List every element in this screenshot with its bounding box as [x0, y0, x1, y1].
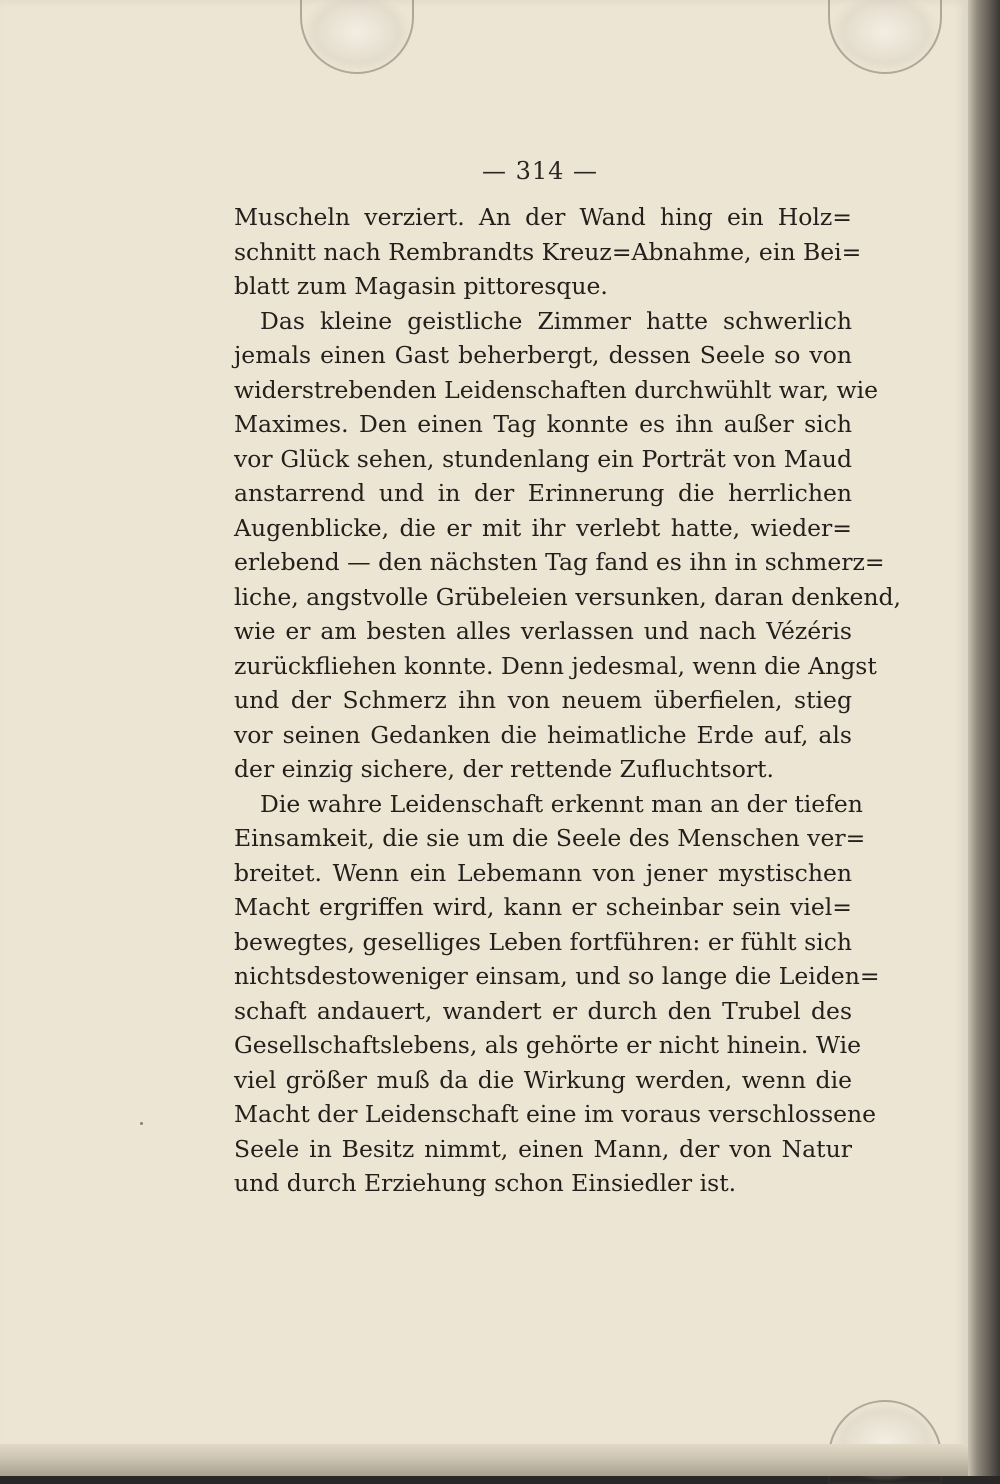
- text-line: jemals einen Gast beherbergt, dessen Seele so von: [234, 341, 852, 369]
- text-line: und der Schmerz ihn von neuem überfielen, stieg: [234, 686, 852, 714]
- text-line: vor seinen Gedanken die heimatliche Erde auf, als: [234, 720, 852, 749]
- text-line: anstarrend und in der Erinnerung die herrlichen: [234, 479, 852, 507]
- text-line: Seele in Besitz nimmt, einen Mann, der von Natur: [234, 1134, 852, 1163]
- text-line: schnitt nach Rembrandts Kreuz=Abnahme, ein Bei=: [234, 237, 862, 266]
- text-line: Einsamkeit, die sie um die Seele des Menschen ver=: [234, 824, 866, 852]
- text-line: wie er am besten alles verlassen und nach Vézéris: [234, 617, 852, 645]
- text-line: widerstrebenden Leidenschaften durchwühlt war, wie: [234, 375, 879, 404]
- paper-speck: [140, 1122, 143, 1125]
- text-line: vor Glück sehen, stundenlang ein Porträt von Maud: [234, 444, 852, 473]
- text-line: Macht ergriffen wird, kann er scheinbar sein viel=: [234, 893, 852, 921]
- text-line: nichtsdestoweniger einsam, und so lange die Leiden=: [234, 962, 880, 990]
- text-line: zurückfliehen konnte. Denn jedesmal, wenn die Angst: [234, 651, 877, 680]
- page-stack-bottom-edge: [0, 1444, 968, 1476]
- text-line: Gesellschaftslebens, als gehörte er nicht hinein. Wie: [234, 1031, 862, 1059]
- page-number: — 314 —: [481, 157, 599, 185]
- text-line: bewegtes, geselliges Leben fortführen: er fühlt sich: [234, 927, 852, 956]
- text-line: liche, angstvolle Grübeleien versunken, daran denkend,: [234, 582, 901, 611]
- text-line: blatt zum Magasin pittoresque.: [234, 272, 608, 300]
- text-line: viel größer muß da die Wirkung werden, wenn die: [234, 1065, 852, 1094]
- text-line: und durch Erziehung schon Einsiedler ist.: [234, 1169, 737, 1197]
- body-text: [234, 200, 901, 1201]
- text-line: erlebend — den nächsten Tag fand es ihn in schmerz=: [234, 548, 885, 576]
- text-line: Macht der Leidenschaft eine im voraus verschlossene: [234, 1100, 877, 1128]
- text-line: breitet. Wenn ein Lebemann von jener mystischen: [234, 858, 852, 887]
- text-line: Das kleine geistliche Zimmer hatte schwerlich: [260, 306, 852, 335]
- text-line: Die wahre Leidenschaft erkennt man an der tiefen: [260, 789, 863, 818]
- text-line: der einzig sichere, der rettende Zufluchtsort.: [234, 755, 774, 783]
- text-line: schaft andauert, wandert er durch den Trubel des: [234, 996, 852, 1025]
- text-line: Muscheln verziert. An der Wand hing ein Holz=: [234, 203, 852, 231]
- text-line: Augenblicke, die er mit ihr verlebt hatte, wieder=: [234, 513, 852, 542]
- page-clip-top-left: [300, 0, 414, 74]
- page-clip-top-right: [828, 0, 942, 74]
- text-line: Maximes. Den einen Tag konnte es ihn außer sich: [234, 410, 852, 438]
- book-spine-edge: [968, 0, 1000, 1476]
